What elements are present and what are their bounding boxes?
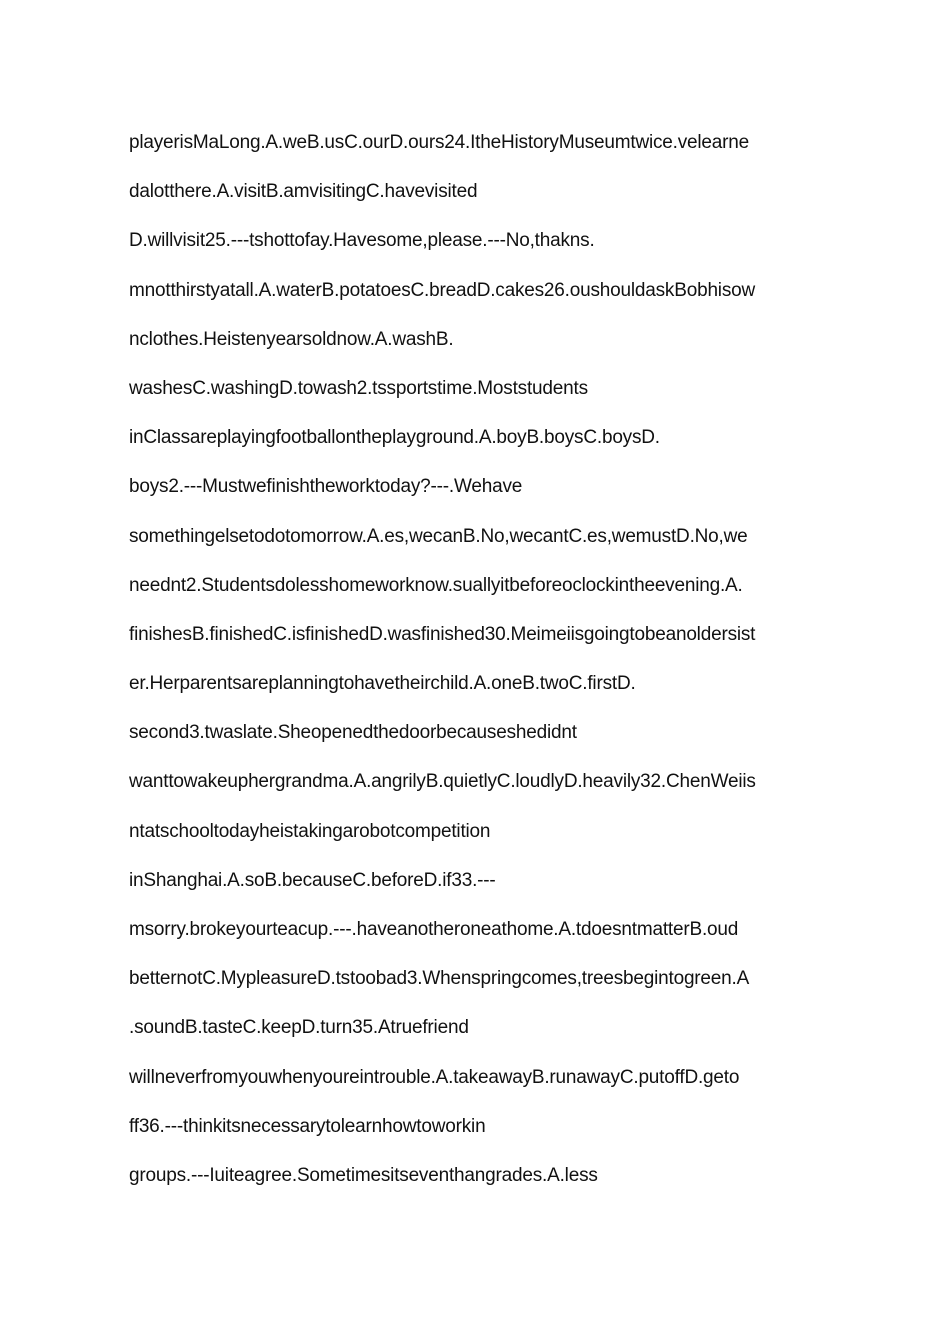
text-line: ff36.---thinkitsnecessarytolearnhowtoworkin — [129, 1115, 486, 1137]
text-line: er.Herparentsareplanningtohavetheirchild.A.oneB.twoC.firstD. — [129, 673, 636, 695]
text-line: groups.---Iuiteagree.Sometimesitseventhangrades.A.less — [129, 1164, 598, 1186]
text-line: washesC.washingD.towash2.tssportstime.Moststudents — [129, 377, 588, 399]
text-line: somethingelsetodotomorrow.A.es,wecanB.No,wecantC.es,wemustD.No,we — [129, 525, 748, 547]
text-line: neednt2.Studentsdolesshomeworknow.suallyitbeforeoclockintheevening.A. — [129, 574, 743, 596]
text-line: mnotthirstyatall.A.waterB.potatoesC.breadD.cakes26.oushouldaskBobhisow — [129, 279, 756, 301]
text-line: inShanghai.A.soB.becauseC.beforeD.if33.--- — [129, 869, 496, 891]
document-body — [129, 125, 829, 1207]
text-line: betternotC.MypleasureD.tstoobad3.Whenspringcomes,treesbegintogreen.A — [129, 968, 750, 990]
text-line: D.willvisit25.---tshottofay.Havesome,please.---No,thakns. — [129, 230, 595, 252]
text-line: finishesB.finishedC.isfinishedD.wasfinished30.Meimeiisgoingtobeanoldersist — [129, 623, 756, 645]
text-line: msorry.brokeyourteacup.---.haveanotheroneathome.A.tdoesntmatterB.oud — [129, 919, 739, 940]
text-line: boys2.---Mustwefinishtheworktoday?---.Wehave — [129, 476, 523, 498]
text-line: ntatschooltodayheistakingarobotcompetition — [129, 820, 491, 842]
text-line: playerisMaLong.A.weB.usC.ourD.ours24.ItheHistoryMuseumtwice.velearne — [129, 132, 750, 153]
text-line: dalotthere.A.visitB.amvisitingC.havevisited — [129, 181, 478, 203]
text-line: nclothes.Heistenyearsoldnow.A.washB. — [129, 328, 454, 350]
text-line: second3.twaslate.Sheopenedthedoorbecauseshedidnt — [129, 722, 577, 744]
text-line: inClassareplayingfootballontheplayground.A.boyB.boysC.boysD. — [129, 427, 660, 449]
text-line: wanttowakeuphergrandma.A.angrilyB.quietlyC.loudlyD.heavily32.ChenWeiis — [129, 771, 756, 793]
text-line: .soundB.tasteC.keepD.turn35.Atruefriend — [129, 1017, 469, 1039]
text-line: willneverfromyouwhenyoureintrouble.A.takeawayB.runawayC.putoffD.geto — [129, 1066, 740, 1088]
